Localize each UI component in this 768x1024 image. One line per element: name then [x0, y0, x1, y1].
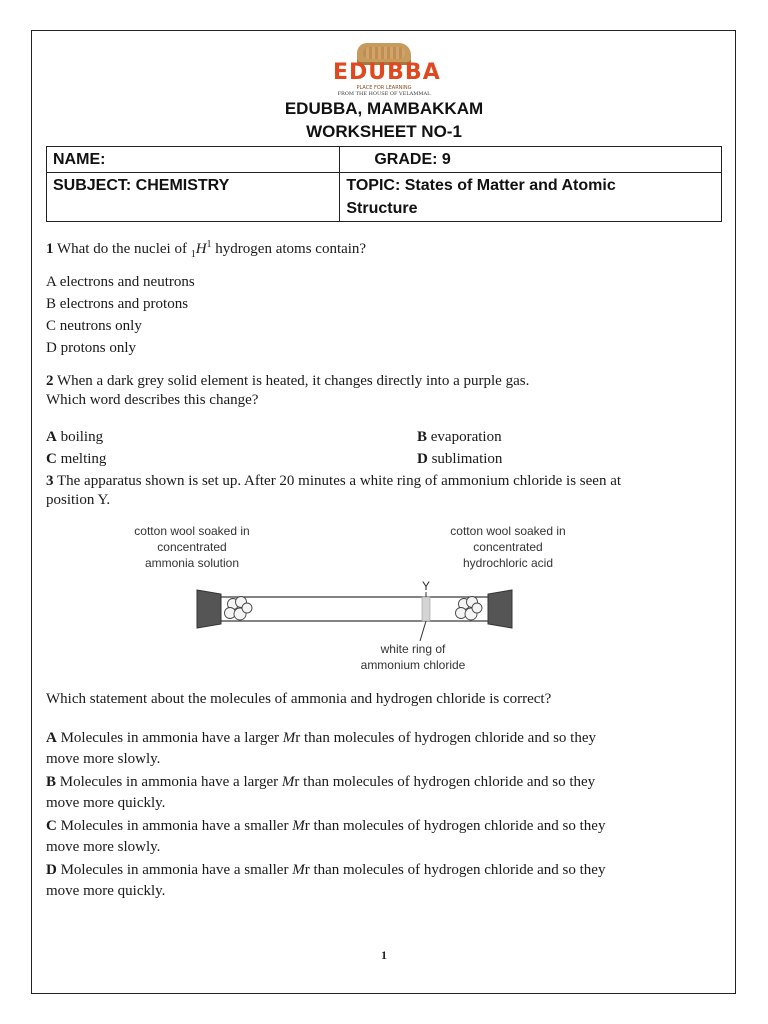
q3-option-b-line-2: move more quickly.: [46, 795, 166, 811]
mass-superscript: 1: [206, 239, 212, 250]
question-text: What do the nuclei of: [56, 241, 187, 257]
option-text: Molecules in ammonia have a larger: [60, 730, 279, 746]
q3-option-b[interactable]: [46, 772, 595, 793]
logo-subline: FROM THE HOUSE OF VELAMMAL: [337, 91, 431, 97]
diffusion-apparatus-diagram: [120, 520, 600, 680]
relative-mass-symbol: M: [282, 730, 296, 746]
option-text-end: than molecules of hydrogen chloride and so they: [313, 862, 606, 878]
left-label-line-1: cotton wool soaked in: [134, 524, 250, 538]
question-text: The apparatus shown is set up. After 20 minutes a white ring of ammonium chloride is seen at: [56, 473, 622, 489]
mass-subscript: 1: [190, 249, 196, 260]
bottom-label-line-1: white ring of: [380, 642, 446, 656]
question-number: 1: [46, 241, 54, 257]
topic-line-2: Structure: [346, 200, 418, 217]
option-letter: C: [46, 451, 57, 467]
left-label-line-2: concentrated: [157, 540, 227, 554]
option-text: Molecules in ammonia have a smaller: [60, 818, 289, 834]
q2-option-c[interactable]: [46, 449, 106, 470]
element-symbol: H: [195, 241, 207, 257]
option-letter: D: [417, 451, 428, 467]
left-stopper: [197, 590, 221, 628]
option-letter: B: [417, 429, 428, 445]
relative-mass-subscript: r: [295, 730, 301, 746]
question-1: [46, 234, 366, 265]
white-ring: [422, 597, 430, 621]
relative-mass-subscript: r: [304, 862, 310, 878]
left-label-line-3: ammonia solution: [144, 556, 240, 570]
relative-mass-symbol: M: [292, 818, 305, 834]
bottom-label-line-2: ammonium chloride: [360, 658, 466, 672]
grade-label: GRADE: 9: [374, 151, 451, 168]
question-text-end: hydrogen atoms contain?: [215, 241, 367, 257]
right-label-line-2: concentrated: [473, 540, 543, 554]
name-cell[interactable]: [47, 147, 340, 173]
q2-option-d[interactable]: [417, 449, 502, 470]
option-letter: A: [46, 730, 57, 746]
question-3: [46, 471, 621, 492]
q1-option-d[interactable]: D protons only: [46, 340, 136, 356]
glass-tube: [220, 597, 490, 621]
option-text: melting: [60, 451, 107, 467]
worksheet-title: WORKSHEET NO-1: [306, 122, 462, 141]
option-text: Molecules in ammonia have a smaller: [60, 862, 289, 878]
option-text-end: than molecules of hydrogen chloride and so they: [303, 774, 596, 790]
student-info-table: [46, 146, 722, 222]
subject-cell: [47, 173, 340, 222]
right-stopper: [488, 590, 512, 628]
question-number: 3: [46, 473, 54, 489]
q3-option-c[interactable]: [46, 816, 605, 837]
question-3-line-2: position Y.: [46, 492, 111, 508]
ring-pointer: [420, 621, 426, 641]
option-letter: A: [46, 429, 57, 445]
option-text: evaporation: [430, 429, 502, 445]
right-label-line-3: hydrochloric acid: [462, 556, 554, 570]
right-label-line-1: cotton wool soaked in: [450, 524, 566, 538]
logo-wordmark: EDUBBA: [333, 60, 441, 85]
q1-option-a[interactable]: A electrons and neutrons: [46, 274, 195, 290]
school-name: EDUBBA, MAMBAKKAM: [284, 99, 484, 118]
question-number: 2: [46, 373, 54, 389]
q3-option-c-line-2: move more slowly.: [46, 839, 161, 855]
relative-mass-symbol: M: [292, 862, 305, 878]
q3-option-d-line-2: move more quickly.: [46, 883, 166, 899]
option-text: Molecules in ammonia have a larger: [59, 774, 279, 790]
option-text: sublimation: [431, 451, 503, 467]
q2-option-a[interactable]: [46, 427, 103, 448]
option-letter: C: [46, 818, 57, 834]
q3-option-d[interactable]: [46, 860, 605, 881]
page-number: 1: [381, 948, 387, 962]
position-y-label: Y: [421, 579, 431, 593]
topic-line-1: TOPIC: States of Matter and Atomic: [346, 177, 616, 194]
logo-tagline: PLACE FOR LEARNING: [356, 85, 412, 91]
edubba-logo: [333, 43, 441, 97]
option-text: boiling: [60, 429, 104, 445]
relative-mass-subscript: r: [294, 774, 300, 790]
question-2: [46, 371, 529, 392]
option-letter: D: [46, 862, 57, 878]
q2-option-b[interactable]: [417, 427, 502, 448]
question-3-stem: Which statement about the molecules of ammonia and hydrogen chloride is correct?: [46, 691, 552, 707]
topic-cell: [340, 173, 722, 222]
option-text-end: than molecules of hydrogen chloride and so they: [313, 818, 606, 834]
q3-option-a[interactable]: [46, 728, 596, 749]
relative-mass-symbol: M: [281, 774, 295, 790]
relative-mass-subscript: r: [304, 818, 310, 834]
name-label: NAME:: [53, 151, 106, 168]
question-text: When a dark grey solid element is heated, it changes directly into a purple gas.: [56, 373, 530, 389]
question-2-line-2: Which word describes this change?: [46, 392, 259, 408]
q1-option-c[interactable]: C neutrons only: [46, 318, 142, 334]
option-text-end: than molecules of hydrogen chloride and so they: [304, 730, 597, 746]
option-letter: B: [46, 774, 57, 790]
subject-label: SUBJECT: CHEMISTRY: [53, 177, 230, 194]
q3-option-a-line-2: move more slowly.: [46, 751, 161, 767]
q1-option-b[interactable]: B electrons and protons: [46, 296, 189, 312]
grade-cell: [340, 147, 722, 173]
